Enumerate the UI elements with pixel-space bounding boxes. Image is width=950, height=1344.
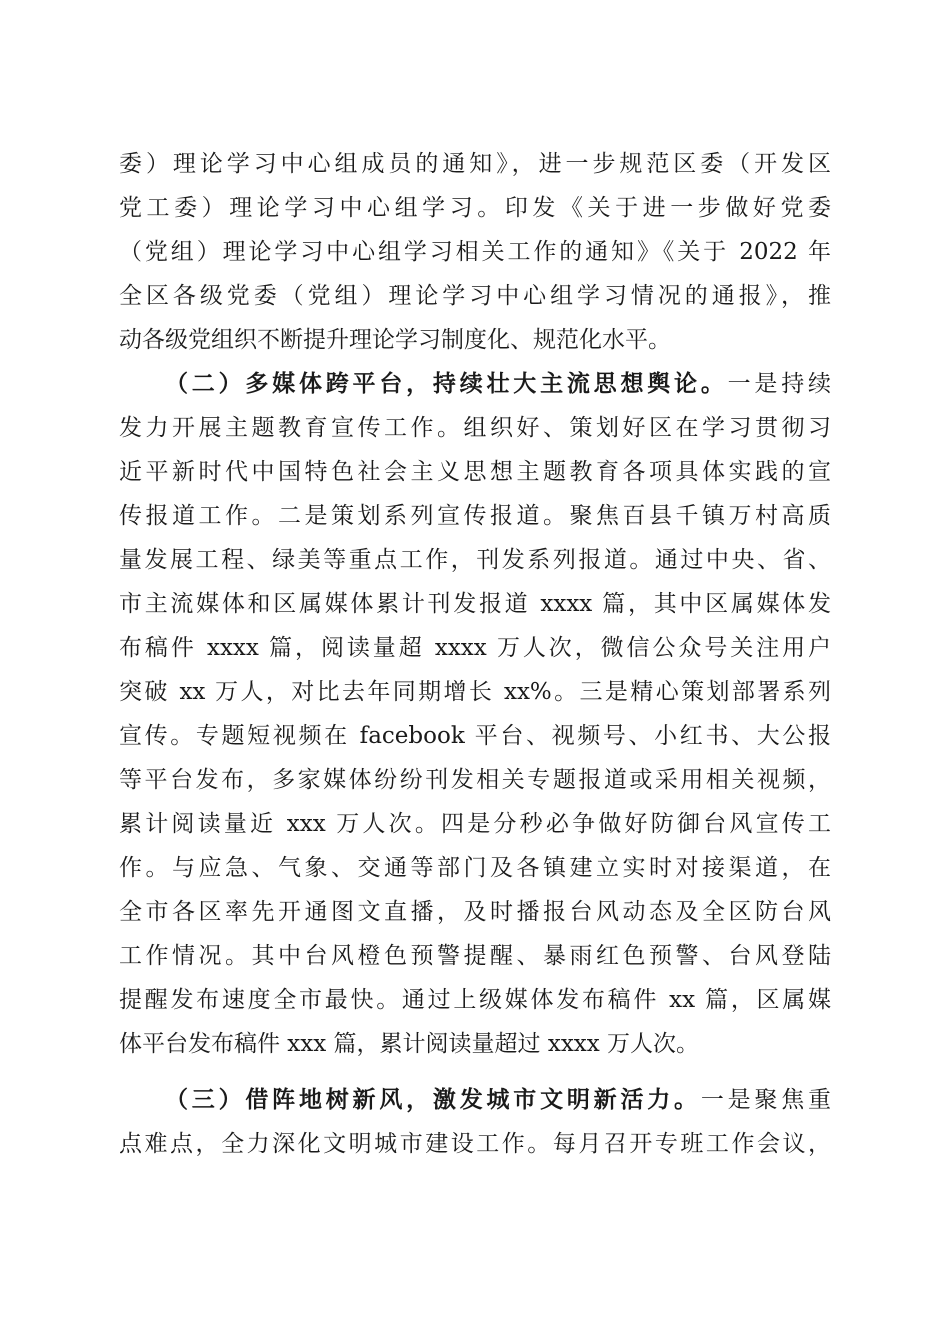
paragraph-2-line: 工作情况。其中台风橙色预警提醒、暴雨红色预警、台风登陆	[119, 943, 831, 969]
paragraph-1-line-2: 党工委）理论学习中心组学习。印发《关于进一步做好党委	[119, 195, 831, 221]
paragraph-2-line: 宣传。专题短视频在 facebook 平台、视频号、小红书、大公报	[119, 723, 831, 749]
paragraph-2-line: 全市各区率先开通图文直播，及时播报台风动态及全区防台风	[119, 899, 831, 925]
paragraph-2-line: 等平台发布，多家媒体纷纷刊发相关专题报道或采用相关视频，	[119, 767, 831, 793]
paragraph-2-line: 作。与应急、气象、交通等部门及各镇建立实时对接渠道，在	[119, 855, 831, 881]
paragraph-2-line: 近平新时代中国特色社会主义思想主题教育各项具体实践的宣	[119, 459, 831, 485]
paragraph-2-line: 布稿件 xxxx 篇，阅读量超 xxxx 万人次，微信公众号关注用户	[119, 635, 831, 661]
paragraph-2-first-line-rest: 一是持续	[727, 371, 831, 397]
paragraph-2-line: 市主流媒体和区属媒体累计刊发报道 xxxx 篇，其中区属媒体发	[119, 591, 831, 617]
paragraph-2-line: 累计阅读量近 xxx 万人次。四是分秒必争做好防御台风宣传工	[119, 811, 831, 837]
paragraph-1-line-1: 委）理论学习中心组成员的通知》，进一步规范区委（开发区	[119, 151, 831, 177]
paragraph-2-line: 体平台发布稿件 xxx 篇，累计阅读量超过 xxxx 万人次。	[119, 1031, 700, 1057]
paragraph-3-first-line	[165, 1080, 831, 1120]
paragraph-2-line: 突破 xx 万人，对比去年同期增长 xx%。三是精心策划部署系列	[119, 679, 831, 705]
paragraph-2-line: 提醒发布速度全市最快。通过上级媒体发布稿件 xx 篇，区属媒	[119, 987, 831, 1013]
paragraph-2-first-line	[165, 364, 831, 404]
paragraph-3-heading: （三）借阵地树新风，激发城市文明新活力。	[165, 1086, 701, 1113]
paragraph-2-heading: （二）多媒体跨平台，持续壮大主流思想舆论。	[165, 370, 728, 397]
paragraph-1-line-4: 全区各级党委（党组）理论学习中心组学习情况的通报》，推	[119, 283, 831, 309]
paragraph-2-line: 量发展工程、绿美等重点工作，刊发系列报道。通过中央、省、	[119, 547, 831, 573]
paragraph-2-line: 传报道工作。二是策划系列宣传报道。聚焦百县千镇万村高质	[119, 503, 831, 529]
paragraph-1-line-3: （党组）理论学习中心组学习相关工作的通知》《关于 2022 年	[119, 239, 831, 265]
paragraph-1-line-5: 动各级党组织不断提升理论学习制度化、规范化水平。	[119, 327, 671, 353]
paragraph-3-first-line-rest: 一是聚焦重	[700, 1087, 831, 1113]
paragraph-2-line: 发力开展主题教育宣传工作。组织好、策划好区在学习贯彻习	[119, 415, 831, 441]
paragraph-3-line: 点难点，全力深化文明城市建设工作。每月召开专班工作会议，	[119, 1131, 831, 1157]
